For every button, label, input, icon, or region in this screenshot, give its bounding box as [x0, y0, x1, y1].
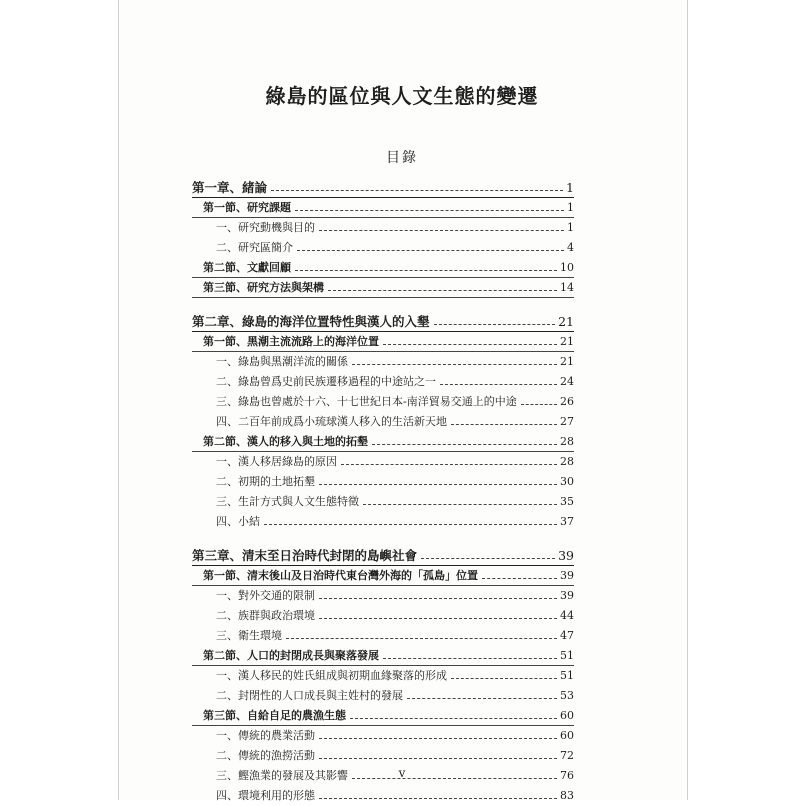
toc-chapter-entry[interactable] [192, 546, 574, 566]
toc-section-entry[interactable] [192, 198, 574, 218]
toc-entry-label: 二、研究區簡介 [216, 241, 293, 254]
dot-leader [482, 578, 557, 579]
toc-sub-entry[interactable] [192, 392, 574, 412]
toc-section-entry[interactable] [192, 706, 574, 726]
toc-sub-entry[interactable] [192, 372, 574, 392]
toc-entry-page-number: 1 [567, 221, 574, 234]
toc-sub-entry[interactable] [192, 238, 574, 258]
toc-sub-entry[interactable] [192, 412, 574, 432]
toc-entry-label: 三、綠島也曾處於十六、十七世紀日本-南洋貿易交通上的中途 [216, 395, 517, 408]
toc-entry-page-number: 53 [560, 689, 574, 702]
toc-entry-label: 三、衛生環境 [216, 629, 282, 642]
toc-entry-page-number: 60 [560, 709, 574, 722]
toc-entry-label: 第一節、清末後山及日治時代東台灣外海的「孤島」位置 [203, 569, 478, 582]
toc-entry-page-number: 51 [560, 669, 574, 682]
toc-sub-entry[interactable] [192, 626, 574, 646]
toc-entry-label: 四、小結 [216, 515, 260, 528]
toc-section-entry[interactable] [192, 646, 574, 666]
toc-entry-page-number: 76 [560, 769, 574, 782]
dot-leader [451, 678, 557, 679]
dot-leader [297, 250, 564, 251]
toc-entry-page-number: 51 [560, 649, 574, 662]
toc-entry-page-number: 30 [560, 475, 574, 488]
toc-entry-label: 一、漢人移民的姓氏組成與初期血緣聚落的形成 [216, 669, 447, 682]
toc-entry-page-number: 27 [560, 415, 574, 428]
dot-leader [328, 290, 557, 291]
toc-entry-page-number: 21 [560, 335, 574, 348]
dot-leader [434, 324, 556, 325]
toc-entry-page-number: 21 [558, 314, 574, 329]
toc-entry-label: 二、初期的土地拓墾 [216, 475, 315, 488]
toc-entry-page-number: 1 [567, 201, 574, 214]
toc-sub-entry[interactable] [192, 492, 574, 512]
dot-leader [319, 598, 557, 599]
toc-entry-page-number: 39 [558, 548, 574, 563]
toc-entry-label: 一、漢人移居綠島的原因 [216, 455, 337, 468]
toc-entry-label: 第三節、研究方法與架構 [203, 281, 324, 294]
toc-sub-entry[interactable] [192, 512, 574, 532]
toc-entry-page-number: 72 [560, 749, 574, 762]
toc-entry-page-number: 28 [560, 435, 574, 448]
dot-leader [383, 658, 557, 659]
toc-entry-page-number: 21 [560, 355, 574, 368]
dot-leader [372, 444, 557, 445]
toc-entry-page-number: 26 [560, 395, 574, 408]
toc-sub-entry[interactable] [192, 352, 574, 372]
toc-sub-entry[interactable] [192, 606, 574, 626]
toc-entry-label: 二、傳統的漁撈活動 [216, 749, 315, 762]
toc-entry-label: 一、綠島與黑潮洋流的關係 [216, 355, 348, 368]
dot-leader [319, 758, 557, 759]
dot-leader [319, 738, 557, 739]
dot-leader [383, 344, 557, 345]
dot-leader [451, 424, 557, 425]
toc-spacer [192, 298, 574, 312]
toc-entry-page-number: 1 [566, 180, 574, 195]
toc-entry-label: 第一節、黑潮主流流路上的海洋位置 [203, 335, 379, 348]
dot-leader [271, 190, 563, 191]
toc-section-entry[interactable] [192, 566, 574, 586]
toc-sub-entry[interactable] [192, 472, 574, 492]
toc-entry-label: 二、族群與政治環境 [216, 609, 315, 622]
toc-entry-label: 第二節、漢人的移入與土地的拓墾 [203, 435, 368, 448]
toc-entry-page-number: 28 [560, 455, 574, 468]
toc-chapter-entry[interactable] [192, 178, 574, 198]
dot-leader [521, 404, 557, 405]
toc-entry-page-number: 39 [560, 589, 574, 602]
dot-leader [319, 230, 564, 231]
dot-leader [421, 558, 555, 559]
toc-entry-label: 第三節、自給自足的農漁生態 [203, 709, 346, 722]
toc-entry-label: 三、鰹漁業的發展及其影響 [216, 769, 348, 782]
toc-entry-label: 第一章、緒論 [192, 180, 268, 195]
toc-section-entry[interactable] [192, 278, 574, 298]
dot-leader [295, 210, 564, 211]
toc-section-entry[interactable] [192, 432, 574, 452]
toc-entry-label: 第二節、文獻回顧 [203, 261, 291, 274]
toc-sub-entry[interactable] [192, 452, 574, 472]
toc-entry-page-number: 4 [567, 241, 574, 254]
toc-entry-label: 一、傳統的農業活動 [216, 729, 315, 742]
toc-section-entry[interactable] [192, 258, 574, 278]
toc-entry-label: 一、研究動機與目的 [216, 221, 315, 234]
toc-section-entry[interactable] [192, 332, 574, 352]
toc-sub-entry[interactable] [192, 586, 574, 606]
toc-entry-label: 第二章、綠島的海洋位置特性與漢人的入墾 [192, 314, 430, 329]
toc-entry-page-number: 44 [560, 609, 574, 622]
page-number: v [398, 766, 406, 780]
dot-leader [264, 524, 557, 525]
toc-entry-label: 第三章、清末至日治時代封閉的島嶼社會 [192, 548, 418, 563]
toc-sub-entry[interactable] [192, 746, 574, 766]
toc-entry-label: 四、二百年前成爲小琉球漢人移入的生活新天地 [216, 415, 447, 428]
toc-entry-page-number: 47 [560, 629, 574, 642]
toc-sub-entry[interactable] [192, 666, 574, 686]
toc-entry-page-number: 24 [560, 375, 574, 388]
toc-sub-entry[interactable] [192, 686, 574, 706]
dot-leader [286, 638, 557, 639]
toc-entry-page-number: 39 [560, 569, 574, 582]
table-of-contents [192, 178, 574, 806]
toc-entry-label: 第一節、研究課題 [203, 201, 291, 214]
toc-entry-label: 四、環境利用的形態 [216, 789, 315, 802]
toc-heading: 目錄 [386, 150, 418, 166]
dot-leader [319, 798, 557, 799]
toc-sub-entry[interactable] [192, 726, 574, 746]
dot-leader [319, 618, 557, 619]
toc-spacer [192, 532, 574, 546]
toc-sub-entry[interactable] [192, 218, 574, 238]
toc-entry-label: 二、綠島曾爲史前民族遷移過程的中途站之一 [216, 375, 436, 388]
toc-entry-page-number: 37 [560, 515, 574, 528]
dot-leader [440, 384, 557, 385]
document-title: 綠島的區位與人文生態的變遷 [265, 84, 539, 108]
dot-leader [341, 464, 557, 465]
toc-entry-page-number: 14 [560, 281, 574, 294]
dot-leader [352, 364, 557, 365]
toc-sub-entry[interactable] [192, 786, 574, 806]
toc-chapter-entry[interactable] [192, 312, 574, 332]
dot-leader [350, 718, 557, 719]
toc-entry-label: 第二節、人口的封閉成長與聚落發展 [203, 649, 379, 662]
toc-entry-page-number: 60 [560, 729, 574, 742]
toc-entry-label: 一、對外交通的限制 [216, 589, 315, 602]
toc-entry-page-number: 35 [560, 495, 574, 508]
toc-entry-label: 二、封閉性的人口成長與主姓村的發展 [216, 689, 403, 702]
dot-leader [363, 504, 557, 505]
dot-leader [295, 270, 557, 271]
dot-leader [407, 698, 557, 699]
dot-leader [319, 484, 557, 485]
toc-entry-page-number: 10 [560, 261, 574, 274]
toc-entry-page-number: 83 [560, 789, 574, 802]
toc-entry-label: 三、生計方式與人文生態特徵 [216, 495, 359, 508]
